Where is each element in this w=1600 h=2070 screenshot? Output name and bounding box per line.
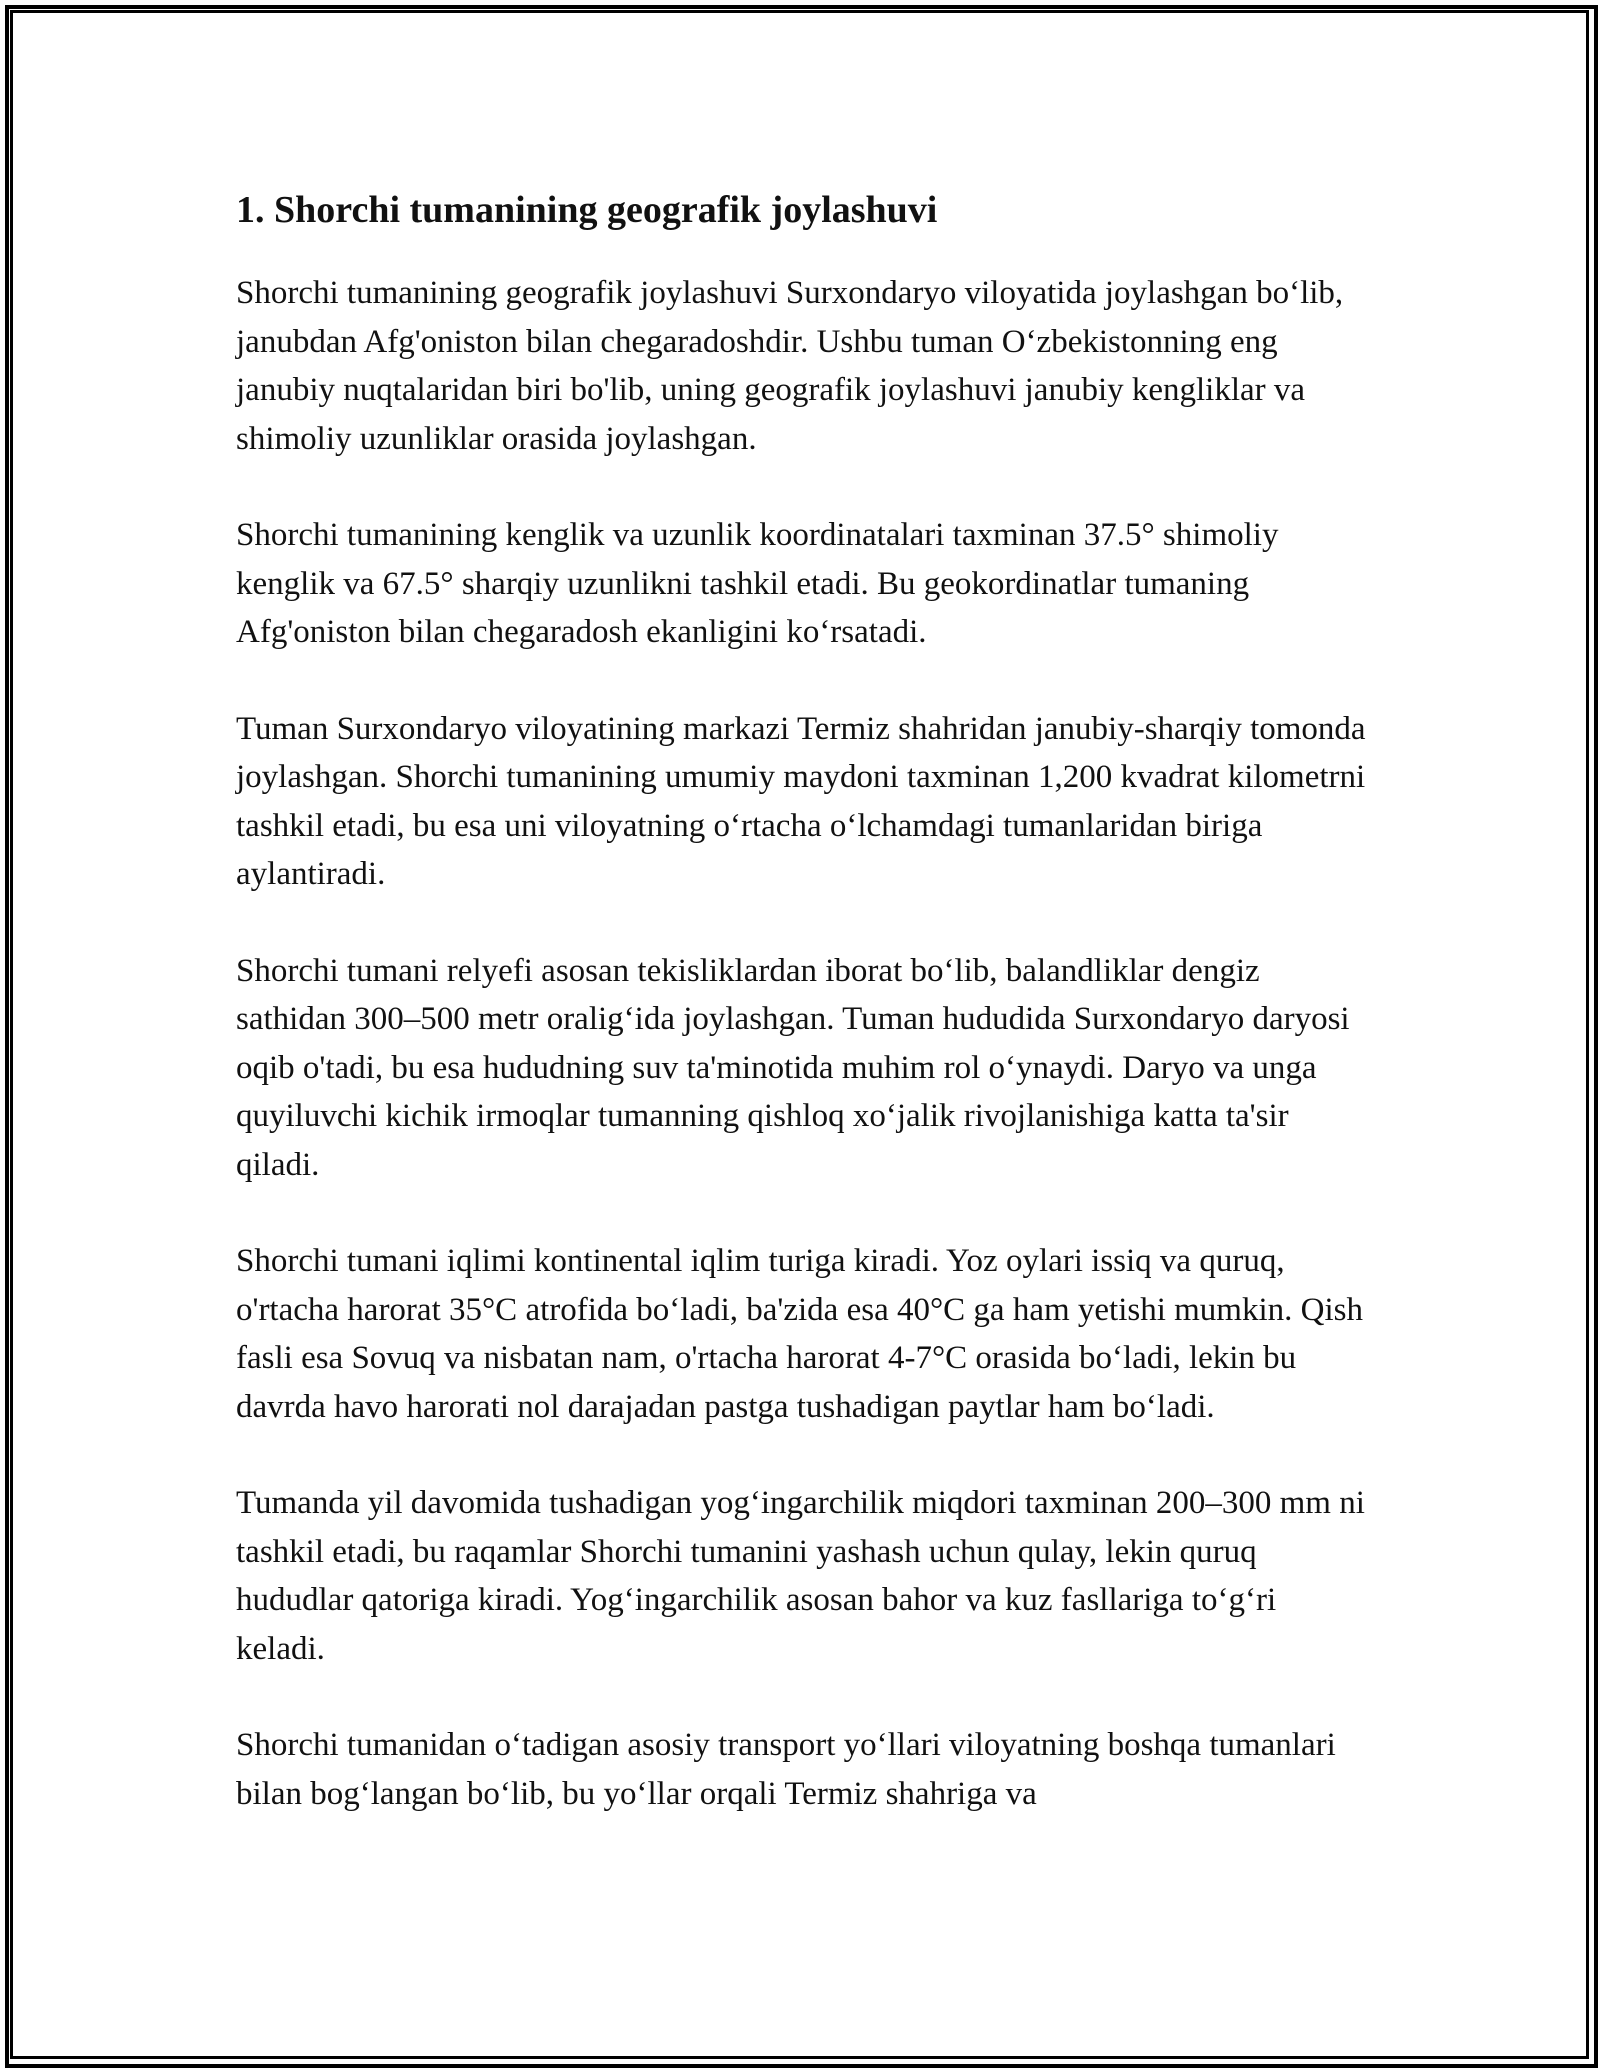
paragraph-relief: Shorchi tumani relyefi asosan tekisliklardan iborat bo‘lib, balandliklar dengiz sathidan 300–500 metr oralig‘ida joylashgan. Tuman hududida Surxondaryo daryosi oqib o'tadi, bu esa hududning suv ta'minotida muhim rol o‘ynaydi. Daryo va unga quyiluvchi kichik irmoqlar tumanning qishloq xo‘jalik rivojlanishiga katta ta'sir qiladi. [236,952,1350,1183]
paragraph-location: Shorchi tumanining geografik joylashuvi Surxondaryo viloyatida joylashgan bo‘lib, janubdan Afg'oniston bilan chegaradoshdir. Ushbu tuman O‘zbekistonning eng janubiy nuqtalaridan biri bo'lib, uning geografik joylashuvi janubiy kengliklar va shimoliy uzunliklar orasida joylashgan. [236,275,1344,457]
paragraph-climate: Shorchi tumani iqlimi kontinental iqlim turiga kiradi. Yoz oylari issiq va quruq, o'rtacha harorat 35°C atrofida bo‘ladi, ba'zida esa 40°C ga ham yetishi mumkin. Qish fasli esa Sovuq va nisbatan nam, o'rtacha harorat 4-7°C orasida bo‘ladi, lekin bu davrda havo harorati nol darajadan pastga tushadigan paytlar ham bo‘ladi. [236,1243,1363,1425]
paragraph-precipitation: Tumanda yil davomida tushadigan yog‘ingarchilik miqdori taxminan 200–300 mm ni tashkil etadi, bu raqamlar Shorchi tumanini yashash uchun qulay, lekin quruq hududlar qatoriga kiradi. Yog‘ingarchilik asosan bahor va kuz fasllariga to‘g‘ri keladi. [236,1485,1365,1667]
paragraph-transport: Shorchi tumanidan o‘tadigan asosiy transport yo‘llari viloyatning boshqa tumanlari bilan bog‘langan bo‘lib, bu yo‘llar orqali Termiz shahriga va [236,1727,1336,1812]
paragraph-coordinates: Shorchi tumanining kenglik va uzunlik koordinatalari taxminan 37.5° shimoliy kenglik va 67.5° sharqiy uzunlikni tashkil etadi. Bu geokordinatlar tumaning Afg'oniston bilan chegaradosh ekanligini ko‘rsatadi. [236,517,1279,650]
section-title: 1. Shorchi tumanining geografik joylashuvi [236,189,938,231]
document-body [236,185,1371,1866]
paragraph-area: Tuman Surxondaryo viloyatining markazi Termiz shahridan janubiy-sharqiy tomonda joylashgan. Shorchi tumanining umumiy maydoni taxminan 1,200 kvadrat kilometrni tashkil etadi, bu esa uni viloyatning o‘rtacha o‘lchamdagi tumanlaridan biriga aylantiradi. [236,710,1366,892]
